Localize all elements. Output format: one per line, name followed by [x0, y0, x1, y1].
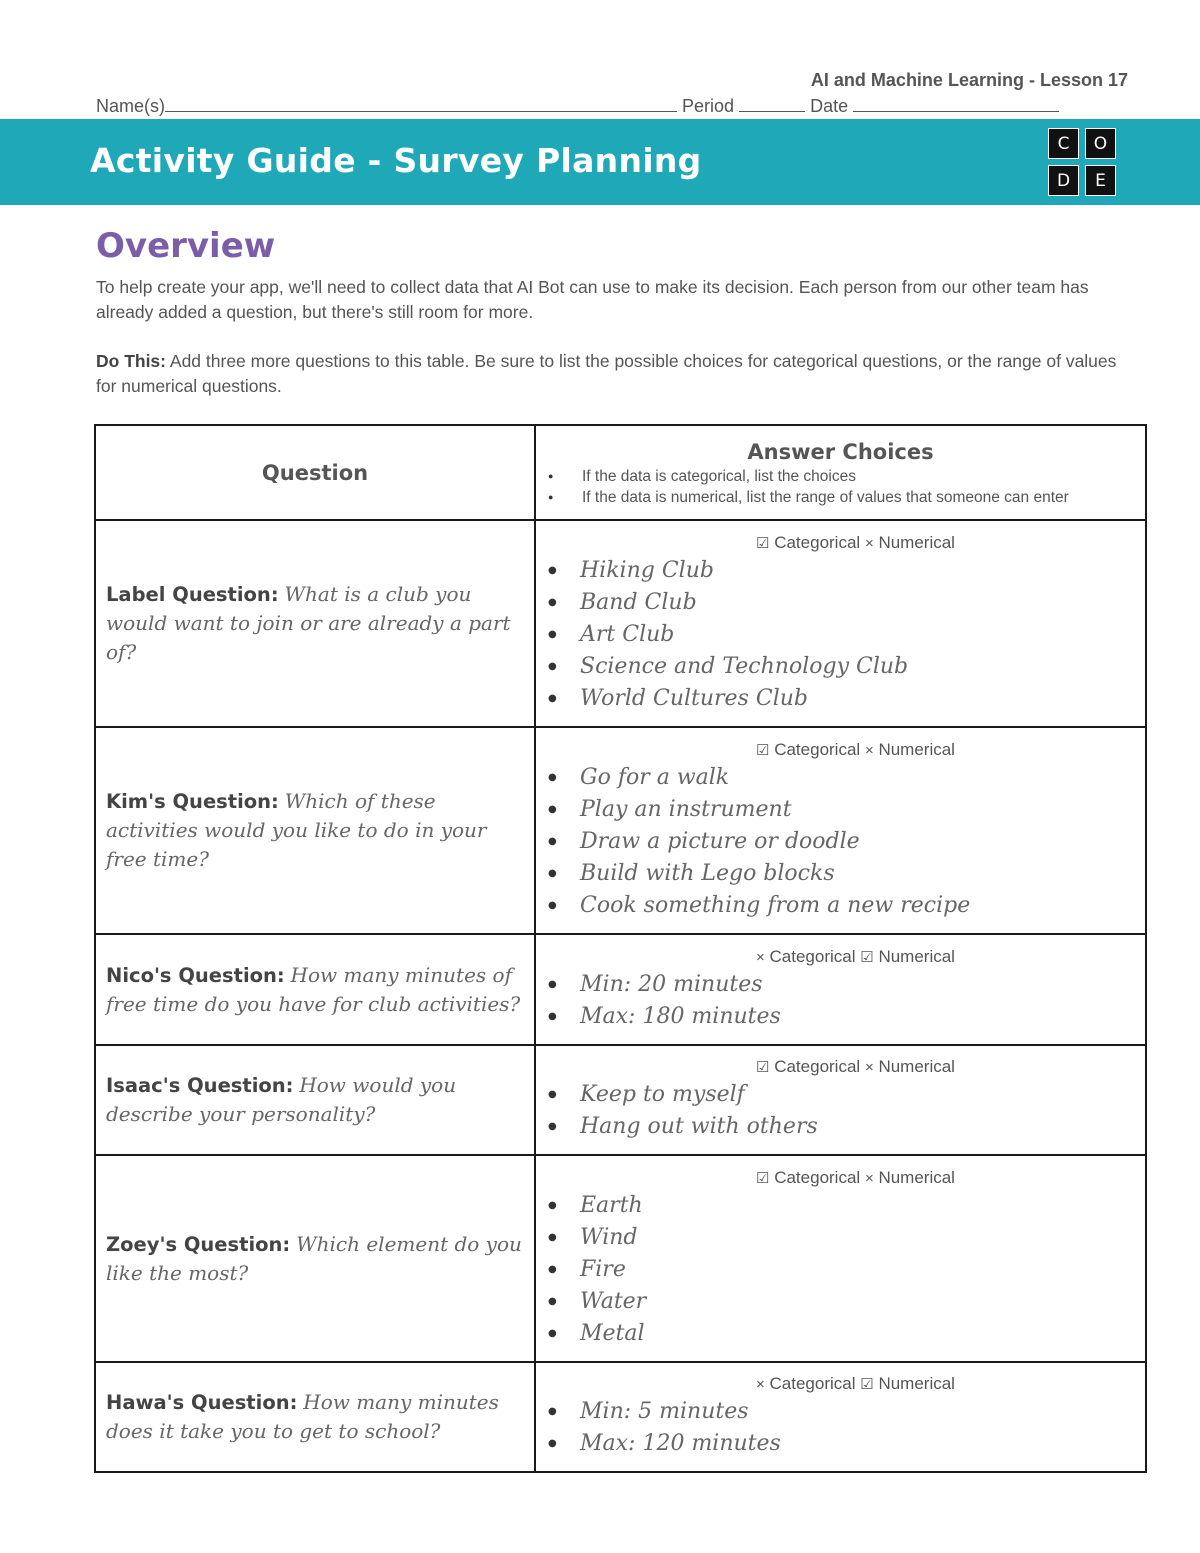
answer-choice: ● Hang out with others — [536, 1111, 1145, 1143]
date-blank[interactable] — [853, 95, 1059, 112]
table-row — [95, 1362, 1146, 1472]
answer-choice: ● Earth — [536, 1190, 1145, 1222]
numerical-label: Numerical — [878, 946, 955, 966]
question-text — [106, 787, 524, 874]
answer-choice: ● Keep to myself — [536, 1079, 1145, 1111]
question-column-header: Question — [95, 425, 535, 520]
answer-choice: ● Water — [536, 1286, 1145, 1318]
question-cell[interactable] — [95, 727, 535, 934]
data-type-selector — [536, 730, 1145, 760]
answer-choice: ● Max: 180 minutes — [536, 1001, 1145, 1033]
question-cell[interactable] — [95, 1045, 535, 1155]
answer-cell[interactable] — [535, 520, 1146, 727]
question-label: Nico's Question: — [106, 963, 285, 987]
data-type-selector — [536, 523, 1145, 553]
answer-cell[interactable] — [535, 1362, 1146, 1472]
answer-choice: ● Play an instrument — [536, 794, 1145, 826]
data-type-selector — [536, 1047, 1145, 1077]
categorical-checkbox[interactable]: × — [756, 948, 765, 966]
question-cell[interactable] — [95, 934, 535, 1045]
title-banner — [0, 119, 1200, 205]
categorical-label: Categorical — [774, 1167, 861, 1187]
table-header-row — [95, 425, 1146, 520]
numerical-label: Numerical — [878, 1374, 955, 1393]
categorical-checkbox[interactable]: ☑ — [756, 1059, 770, 1076]
question-cell[interactable] — [95, 520, 535, 727]
question-text — [106, 1071, 524, 1129]
answer-choices-list — [536, 1079, 1145, 1143]
answer-choice: ● Min: 5 minutes — [536, 1396, 1145, 1428]
answer-cell[interactable] — [535, 727, 1146, 934]
overview-intro: To help create your app, we'll need to collect data that AI Bot can use to make its decision. Each person from our other team has already added a question, but there's still room for more. — [96, 277, 1089, 322]
date-label: Date — [810, 96, 849, 116]
numerical-checkbox[interactable]: × — [864, 1059, 874, 1076]
answer-choice: ● Metal — [536, 1318, 1145, 1350]
table-row — [95, 934, 1146, 1045]
question-text — [106, 961, 524, 1019]
code-logo — [1048, 128, 1118, 198]
do-this-text: Add three more questions to this table. Be sure to list the possible choices for categorical questions, or the range of values for numerical questions. — [96, 351, 1117, 396]
categorical-checkbox[interactable]: ☑ — [756, 1169, 770, 1187]
numerical-checkbox[interactable]: × — [864, 1169, 874, 1187]
answer-choice: ● Build with Lego blocks — [536, 858, 1145, 890]
categorical-checkbox[interactable]: ☑ — [756, 741, 770, 759]
question-handwritten: What is a club you would want to join or are already a part of? — [106, 582, 511, 664]
logo-letter: C — [1048, 128, 1079, 159]
period-label: Period — [682, 96, 735, 116]
categorical-label: Categorical — [774, 1057, 861, 1076]
name-blank[interactable] — [165, 95, 677, 112]
period-blank[interactable] — [739, 95, 805, 112]
name-label: Name(s) — [96, 96, 166, 116]
question-text — [106, 1388, 524, 1446]
categorical-label: Categorical — [774, 739, 861, 759]
numerical-label: Numerical — [878, 1057, 955, 1076]
answer-column-header — [535, 425, 1146, 520]
name-period-date-line — [96, 95, 1059, 117]
table-row — [95, 1155, 1146, 1362]
numerical-checkbox[interactable]: × — [864, 534, 874, 552]
numerical-label: Numerical — [878, 1167, 955, 1187]
logo-letter: D — [1048, 165, 1079, 196]
numerical-checkbox[interactable]: × — [864, 741, 874, 759]
question-text — [106, 1230, 524, 1288]
answer-choice: ● Max: 120 minutes — [536, 1428, 1145, 1460]
numerical-checkbox[interactable]: ☑ — [860, 1376, 874, 1393]
question-handwritten: How many minutes of free time do you have for club activities? — [106, 962, 521, 1016]
answer-choice: ● Fire — [536, 1254, 1145, 1286]
data-type-selector — [536, 937, 1145, 967]
answer-choices-list — [536, 969, 1145, 1033]
lesson-title: AI and Machine Learning - Lesson 17 — [810, 70, 1128, 90]
question-handwritten: Which of these activities would you like to do in your free time? — [106, 789, 487, 871]
numerical-label: Numerical — [878, 532, 955, 552]
table-row — [95, 520, 1146, 727]
question-label: Hawa's Question: — [106, 1391, 298, 1414]
categorical-checkbox[interactable]: × — [756, 1376, 765, 1393]
answer-choices-list — [536, 555, 1145, 715]
answer-choice: ● Band Club — [536, 587, 1145, 619]
answer-cell[interactable] — [535, 934, 1146, 1045]
do-this-label: Do This: — [96, 351, 166, 371]
answer-choice: ● World Cultures Club — [536, 683, 1145, 715]
numerical-label: Numerical — [878, 739, 955, 759]
answer-choice: ● Hiking Club — [536, 555, 1145, 587]
question-cell[interactable] — [95, 1362, 535, 1472]
answer-cell[interactable] — [535, 1155, 1146, 1362]
answer-note: ● If the data is numerical, list the range of values that someone can enter — [536, 487, 1145, 508]
answer-choice: ● Min: 20 minutes — [536, 969, 1145, 1001]
data-type-selector — [536, 1364, 1145, 1394]
logo-letter: O — [1085, 128, 1116, 159]
table-row — [95, 1045, 1146, 1155]
overview-heading: Overview — [96, 226, 276, 266]
table-row — [95, 727, 1146, 934]
logo-letter: E — [1085, 165, 1116, 196]
answer-choice: ● Art Club — [536, 619, 1145, 651]
answer-header-notes — [536, 466, 1145, 508]
data-type-selector — [536, 1158, 1145, 1188]
do-this-instructions — [96, 349, 1136, 399]
question-label: Zoey's Question: — [106, 1232, 291, 1256]
answer-choices-list — [536, 1396, 1145, 1460]
question-label: Isaac's Question: — [106, 1074, 294, 1097]
question-cell[interactable] — [95, 1155, 535, 1362]
answer-note: ● If the data is categorical, list the choices — [536, 466, 1145, 487]
answer-choice: ● Science and Technology Club — [536, 651, 1145, 683]
question-text — [106, 580, 524, 667]
categorical-checkbox[interactable]: ☑ — [756, 534, 770, 552]
question-label: Label Question: — [106, 583, 279, 606]
numerical-checkbox[interactable]: ☑ — [860, 948, 874, 966]
categorical-label: Categorical — [769, 946, 856, 966]
answer-cell[interactable] — [535, 1045, 1146, 1155]
answer-choice: ● Wind — [536, 1222, 1145, 1254]
categorical-label: Categorical — [774, 532, 861, 552]
answer-choices-list — [536, 1190, 1145, 1350]
answer-choice: ● Go for a walk — [536, 762, 1145, 794]
question-handwritten: How would you describe your personality? — [106, 1073, 457, 1126]
page-title: Activity Guide - Survey Planning — [90, 141, 702, 180]
answer-choice: ● Cook something from a new recipe — [536, 890, 1145, 922]
question-handwritten: Which element do you like the most? — [106, 1231, 522, 1285]
categorical-label: Categorical — [769, 1374, 856, 1393]
survey-table — [94, 424, 1147, 1473]
answer-choice: ● Draw a picture or doodle — [536, 826, 1145, 858]
answer-choices-list — [536, 762, 1145, 922]
question-handwritten: How many minutes does it take you to get to school? — [106, 1390, 499, 1443]
answer-header-title: Answer Choices — [747, 439, 934, 464]
question-label: Kim's Question: — [106, 790, 279, 813]
